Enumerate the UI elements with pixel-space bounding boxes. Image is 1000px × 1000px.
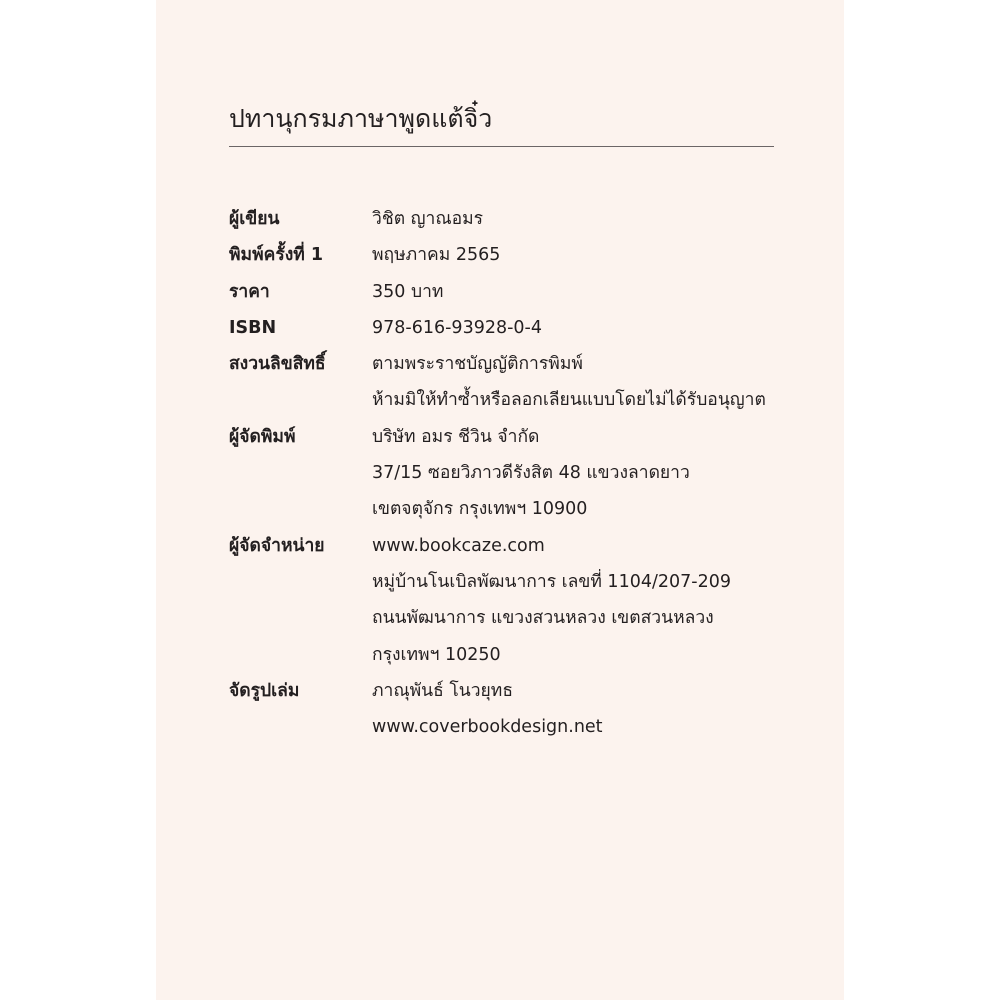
- colophon-row-distributor-address-3: [229, 637, 789, 673]
- colophon-row-author: [229, 201, 789, 237]
- author-label: ผู้เขียน: [229, 209, 280, 229]
- colophon-row-isbn: [229, 310, 789, 346]
- distributor-label: ผู้จัดจำหน่าย: [229, 535, 325, 556]
- isbn-label: ISBN: [229, 317, 277, 338]
- colophon-row-layout-designer-website: [229, 709, 789, 745]
- colophon-row-price: [229, 274, 789, 310]
- distributor-value: www.bookcaze.com: [372, 535, 545, 556]
- colophon-row-layout-designer: [229, 673, 789, 709]
- colophon-row-distributor-address-2: [229, 600, 789, 636]
- colophon-row-publisher-address-2: [229, 491, 789, 527]
- layout-designer-value: ภาณุพันธ์ โนวยุทธ: [372, 680, 513, 701]
- distributor-address-2-value: ถนนพัฒนาการ แขวงสวนหลวง เขตสวนหลวง: [372, 608, 714, 629]
- book-title: ปทานุกรมภาษาพูดแต้จิ๋ว: [229, 104, 493, 133]
- publisher-address-2-value: เขตจตุจักร กรุงเทพฯ 10900: [372, 499, 588, 520]
- colophon-row-copyright: [229, 346, 789, 382]
- isbn-value: 978-616-93928-0-4: [372, 317, 543, 338]
- publisher-label: ผู้จัดพิมพ์: [229, 426, 296, 447]
- copyright-notice-value: ห้ามมิให้ทำซ้ำหรือลอกเลียนแบบโดยไม่ได้รับอนุญาต: [372, 390, 766, 411]
- price-value: 350 บาท: [372, 281, 444, 302]
- colophon-row-publisher-address-1: [229, 455, 789, 491]
- distributor-address-1-value: หมู่บ้านโนเบิลพัฒนาการ เลขที่ 1104/207-209: [372, 571, 731, 592]
- edition-label: พิมพ์ครั้งที่ 1: [229, 245, 324, 266]
- layout-designer-website-value: www.coverbookdesign.net: [372, 717, 603, 738]
- colophon-row-edition: [229, 237, 789, 273]
- copyright-label: สงวนลิขสิทธิ์: [229, 354, 326, 375]
- distributor-address-3-value: กรุงเทพฯ 10250: [372, 644, 501, 665]
- colophon-list: [229, 201, 789, 745]
- author-value: วิชิต ญาณอมร: [372, 209, 484, 229]
- price-label: ราคา: [229, 281, 270, 302]
- edition-value: พฤษภาคม 2565: [372, 245, 501, 266]
- publisher-address-1-value: 37/15 ซอยวิภาวดีรังสิต 48 แขวงลาดยาว: [372, 463, 690, 484]
- colophon-row-copyright-notice: [229, 382, 789, 418]
- title-divider: [229, 146, 774, 147]
- copyright-value: ตามพระราชบัญญัติการพิมพ์: [372, 354, 583, 375]
- publisher-value: บริษัท อมร ชีวิน จำกัด: [372, 426, 540, 447]
- colophon-row-distributor: [229, 528, 789, 564]
- colophon-row-distributor-address-1: [229, 564, 789, 600]
- layout-designer-label: จัดรูปเล่ม: [229, 680, 300, 701]
- colophon-row-publisher: [229, 419, 789, 455]
